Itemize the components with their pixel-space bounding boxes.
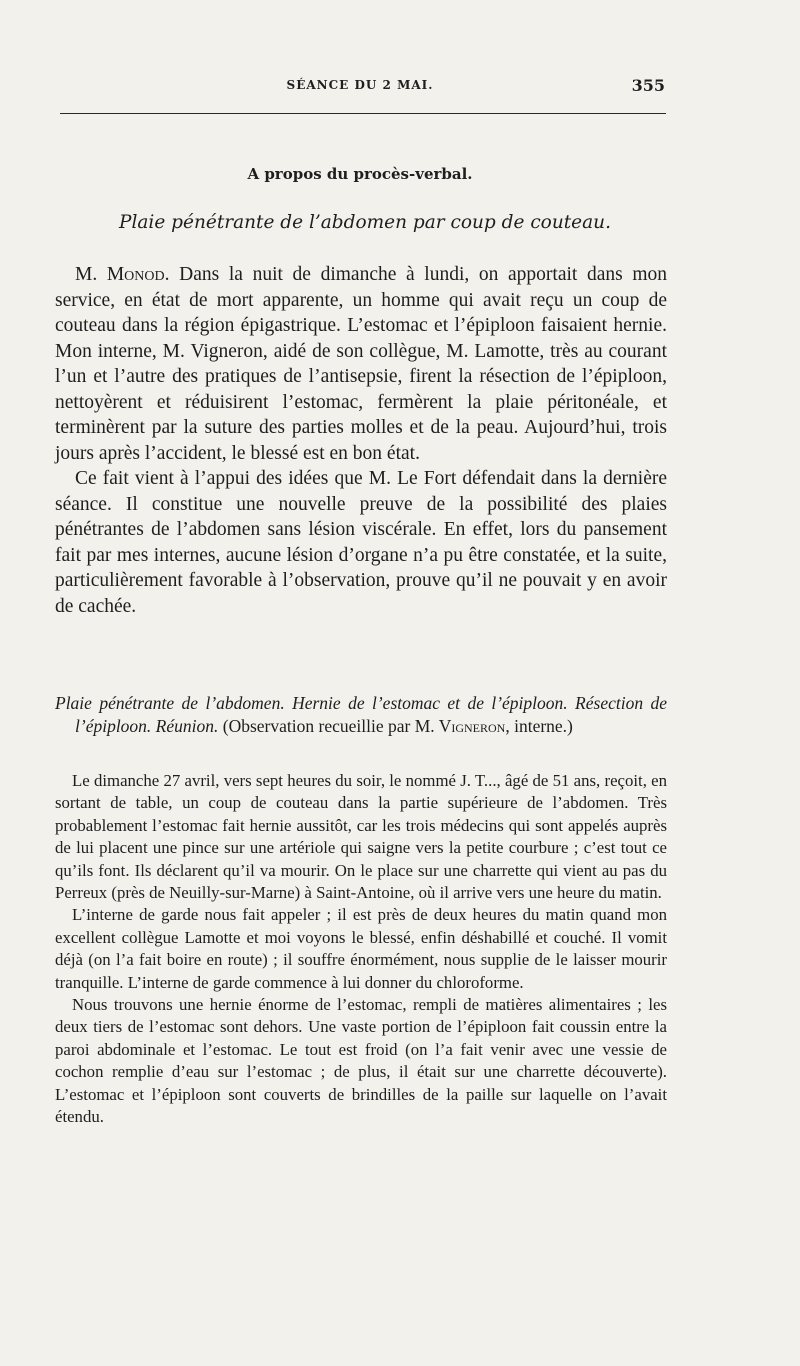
observation-note: (Observation recueillie par [222,716,411,736]
header-rule [60,113,666,114]
intro-text [55,262,667,619]
observation-role: interne.) [514,716,573,736]
observation-paragraph: Le dimanche 27 avril, vers sept heures du soir, le nommé J. T..., âgé de 51 ans, reçoit, en sortant de table, un coup de couteau dans la partie supérieure de l’abdomen. Très probablement l’estomac fait hernie aussitôt, car les trois médecins qui sont appelés auprès de lui placent une pince sur une artériole qui saigne vers la petite courbure ; c’est tout ce qu’ils font. Ils déclarent qu’il va mourir. On le place sur une charrette qui vient au pas du Perreux (près de Neuilly-sur-Marne) à Saint-Antoine, où il arrive vers une heure du matin. [55,771,667,903]
observation-heading [55,692,667,738]
intro-paragraph-1-text: Dans la nuit de dimanche à lundi, on apportait dans mon service, en état de mort apparente, un homme qui avait reçu un coup de couteau dans la région épigastrique. L’estomac et l’épiploon faisaient hernie. Mon interne, M. Vigneron, aidé de son collègue, M. Lamotte, très au courant l’un et l’autre des pratiques de l’antisepsie, firent la résection de l’épiploon, nettoyèrent et réduisirent l’estomac, fermèrent la plaie péritonéale, et terminèrent par la suture des parties molles et de la peau. Aujourd’hui, trois jours après l’accident, le blessé est en bon état. [55,264,668,464]
observation-paragraph: Nous trouvons une hernie énorme de l’estomac, rempli de matières alimentaires ; les deux tiers de l’estomac sont dehors. Une vaste portion de l’épiploon fait coussin entre la paroi abdominale et l’estomac. Le tout est froid (on l’a fait venir avec une vessie de cochon remplie d’eau sur l’estomac ; de plus, il était sur une charrette découverte). L’estomac et l’épiploon sont couverts de brindilles de la paille sur laquelle on l’avait étendu. [55,995,667,1127]
speaker-name: M. Monod. [75,264,170,285]
running-head [55,78,665,100]
observation-heading-text [55,692,667,738]
observation-text [55,770,667,1129]
observation-author: M. Vigneron, [414,716,510,736]
page-number: 355 [631,76,665,95]
intro-paragraph [55,262,667,466]
intro-paragraph: Ce fait vient à l’appui des idées que M. Le Fort défendait dans la dernière séance. Il constitue une nouvelle preuve de la possibilité des plaies pénétrantes de l’abdomen sans lésion viscérale. En effet, lors du pansement fait par mes internes, aucune lésion d’organe n’a pu être constatée, et la suite, particulièrement favorable à l’observation, prouve qu’il ne pouvait y en avoir de cachée. [55,468,667,617]
observation-heading-italic: Plaie pénétrante de l’abdomen. Hernie de l’estomac et de l’épiploon. Résection de l’épiploon. Réunion. [55,693,667,736]
section-title: A propos du procès-verbal. [247,165,473,183]
case-title: Plaie pénétrante de l’abdomen par coup de couteau. [119,212,611,233]
running-title: SÉANCE DU 2 MAI. [286,78,434,92]
observation-paragraph: L’interne de garde nous fait appeler ; il est près de deux heures du matin quand mon excellent collègue Lamotte et moi voyons le blessé, enfin déshabillé et couché. Il vomit déjà (on l’a fait boire en route) ; il souffre énormément, nous supplie de le laisser mourir tranquille. L’interne de garde commence à lui donner du chloroforme. [55,905,667,992]
